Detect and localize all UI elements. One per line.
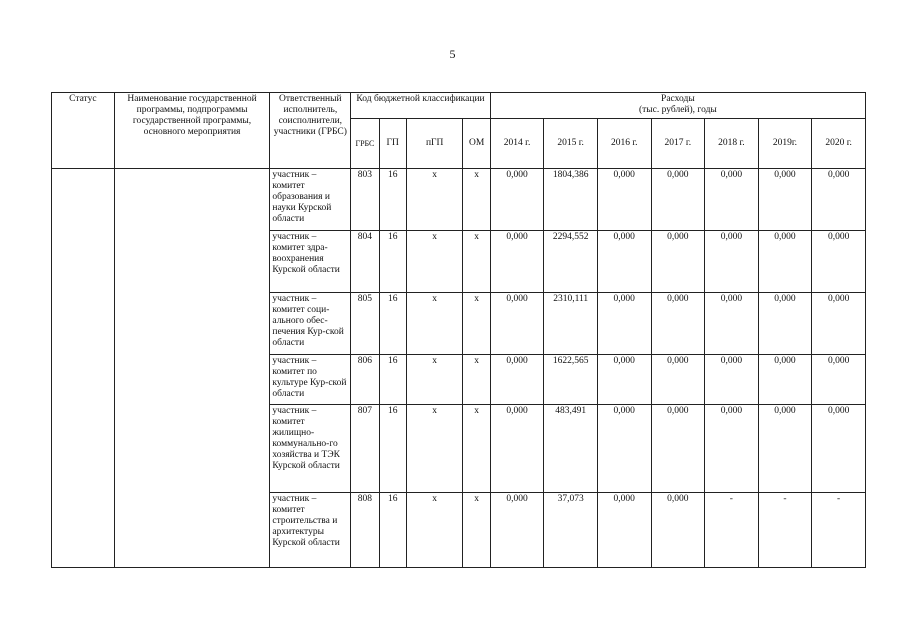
grbs-cell: 807 [351, 405, 379, 493]
grbs-cell: 808 [351, 493, 379, 568]
value-cell: 0,000 [490, 231, 544, 293]
value-cell: 0,000 [812, 169, 866, 231]
executor-cell: участник – комитет образования и науки Курской области [270, 169, 351, 231]
om-cell: х [463, 405, 490, 493]
header-executor: Ответственный исполнитель, соисполнители, участники (ГРБС) [270, 93, 351, 169]
header-expenses-unit: (тыс. рублей), годы [638, 105, 717, 115]
value-cell: 0,000 [812, 231, 866, 293]
executor-cell: участник – комитет по культуре Кур-ской области [270, 355, 351, 405]
header-expenses [490, 93, 865, 119]
value-cell: 0,000 [651, 231, 705, 293]
value-cell: 0,000 [812, 355, 866, 405]
value-cell: 0,000 [490, 493, 544, 568]
value-cell: 0,000 [597, 405, 651, 493]
value-cell: 0,000 [597, 293, 651, 355]
header-year-2017: 2017 г. [651, 119, 705, 169]
value-cell: 0,000 [758, 355, 812, 405]
header-name: Наименование государственной программы, подпрограммы государственной программы, основного мероприятия [114, 93, 270, 169]
header-expenses-title: Расходы [661, 94, 695, 104]
value-cell: 2294,552 [544, 231, 598, 293]
gp-cell: 16 [379, 493, 406, 568]
value-cell: 0,000 [490, 293, 544, 355]
pgp-cell: х [406, 169, 463, 231]
value-cell: 0,000 [490, 169, 544, 231]
page-number: 5 [449, 47, 456, 61]
header-budget-code: Код бюджетной классификации [351, 93, 491, 119]
status-cell [52, 169, 115, 568]
value-cell: 0,000 [651, 293, 705, 355]
value-cell: 0,000 [490, 355, 544, 405]
pgp-cell: х [406, 355, 463, 405]
value-cell: - [705, 493, 759, 568]
om-cell: х [463, 293, 490, 355]
budget-table [51, 92, 866, 568]
value-cell: 0,000 [490, 405, 544, 493]
header-om: ОМ [463, 119, 490, 169]
pgp-cell: х [406, 493, 463, 568]
executor-cell: участник – комитет жилищно-коммунально-го хозяйства и ТЭК Курской области [270, 405, 351, 493]
table-row [52, 169, 866, 231]
pgp-cell: х [406, 293, 463, 355]
value-cell: 0,000 [758, 231, 812, 293]
gp-cell: 16 [379, 405, 406, 493]
om-cell: х [463, 169, 490, 231]
executor-cell: участник – комитет строительства и архитектуры Курской области [270, 493, 351, 568]
header-pgp: пГП [406, 119, 463, 169]
gp-cell: 16 [379, 293, 406, 355]
header-year-2016: 2016 г. [597, 119, 651, 169]
gp-cell: 16 [379, 231, 406, 293]
header-year-2015: 2015 г. [544, 119, 598, 169]
header-year-2018: 2018 г. [705, 119, 759, 169]
value-cell: 0,000 [705, 355, 759, 405]
pgp-cell: х [406, 405, 463, 493]
value-cell: 37,073 [544, 493, 598, 568]
value-cell: 0,000 [597, 231, 651, 293]
grbs-cell: 804 [351, 231, 379, 293]
executor-cell: участник – комитет здра-воохранения Курской области [270, 231, 351, 293]
gp-cell: 16 [379, 169, 406, 231]
executor-cell: участник – комитет соци-ального обес-печения Кур-ской области [270, 293, 351, 355]
value-cell: 0,000 [705, 231, 759, 293]
name-cell [114, 169, 270, 568]
value-cell: 1622,565 [544, 355, 598, 405]
value-cell: 1804,386 [544, 169, 598, 231]
value-cell: 0,000 [758, 293, 812, 355]
header-year-2014: 2014 г. [490, 119, 544, 169]
header-row-1 [52, 93, 866, 119]
header-gp: ГП [379, 119, 406, 169]
om-cell: х [463, 355, 490, 405]
om-cell: х [463, 493, 490, 568]
om-cell: х [463, 231, 490, 293]
value-cell: 0,000 [651, 405, 705, 493]
header-year-2019: 2019г. [758, 119, 812, 169]
value-cell: 2310,111 [544, 293, 598, 355]
value-cell: - [812, 493, 866, 568]
value-cell: 0,000 [651, 169, 705, 231]
value-cell: 483,491 [544, 405, 598, 493]
grbs-cell: 805 [351, 293, 379, 355]
gp-cell: 16 [379, 355, 406, 405]
value-cell: 0,000 [705, 293, 759, 355]
value-cell: 0,000 [758, 169, 812, 231]
value-cell: 0,000 [705, 405, 759, 493]
value-cell: 0,000 [597, 493, 651, 568]
value-cell: 0,000 [705, 169, 759, 231]
grbs-cell: 806 [351, 355, 379, 405]
header-status: Статус [52, 93, 115, 169]
grbs-cell: 803 [351, 169, 379, 231]
value-cell: 0,000 [812, 405, 866, 493]
value-cell: 0,000 [651, 493, 705, 568]
header-year-2020: 2020 г. [812, 119, 866, 169]
header-grbs: ГРБС [351, 119, 379, 169]
value-cell: 0,000 [597, 169, 651, 231]
value-cell: 0,000 [651, 355, 705, 405]
pgp-cell: х [406, 231, 463, 293]
value-cell: 0,000 [758, 405, 812, 493]
value-cell: 0,000 [597, 355, 651, 405]
value-cell: - [758, 493, 812, 568]
value-cell: 0,000 [812, 293, 866, 355]
